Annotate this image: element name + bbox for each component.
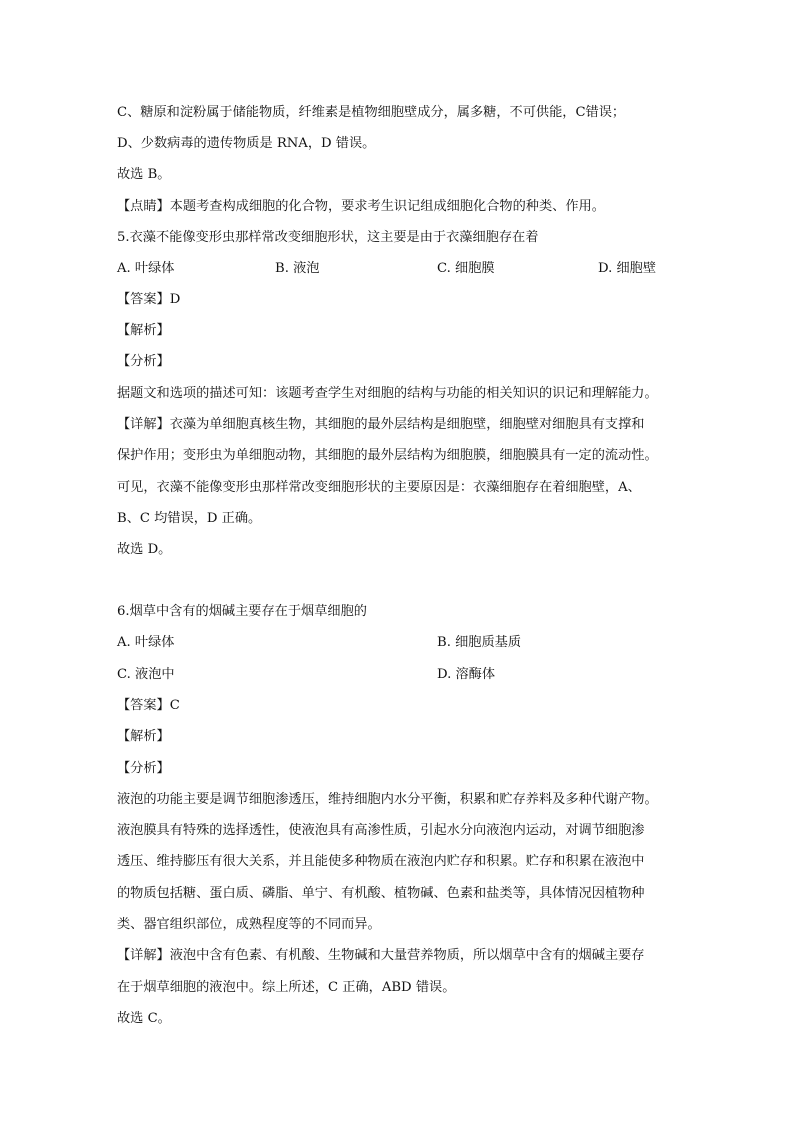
q6-jiexi-heading: 【解析】 [117,729,170,744]
option-c-explanation: C、糖原和淀粉属于储能物质，纤维素是植物细胞壁成分，属多糖，不可供能，C错误； [117,105,626,120]
q5-choose: 故选 D。 [117,542,172,557]
q5-answer: 【答案】D [117,292,181,307]
q5-option-c: C. 细胞膜 [437,261,495,276]
q6-choose: 故选 C。 [117,1011,171,1026]
q5-detail-line: 【详解】衣藻为单细胞真核生物，其细胞的最外层结构是细胞壁，细胞壁对细胞具有支撑和 [117,417,645,432]
q5-option-a: A. 叶绿体 [117,261,175,276]
q6-option-b: B. 细胞质基质 [437,635,522,650]
key-point-comment: 【点睛】本题考查构成细胞的化合物，要求考生识记组成细胞化合物的种类、作用。 [117,199,605,214]
question-5-stem: 5.衣藻不能像变形虫那样常改变细胞形状，这主要是由于衣藻细胞存在着 [117,230,539,245]
question-6-stem: 6.烟草中含有的烟碱主要存在于烟草细胞的 [117,604,367,619]
q6-fenxi-heading: 【分析】 [117,761,170,776]
q6-analysis-line: 液泡膜具有特殊的选择透性，使液泡具有高渗性质，引起水分向液泡内运动，对调节细胞渗 [117,823,645,838]
q6-analysis-line: 类、器官组织部位，成熟程度等的不同而异。 [117,917,381,932]
q5-detail-line: B、C 均错误，D 正确。 [117,511,262,526]
q5-detail-line: 可见，衣藻不能像变形虫那样常改变细胞形状的主要原因是：衣藻细胞存在着细胞壁，A、 [117,480,641,495]
q5-analysis: 据题文和选项的描述可知：该题考查学生对细胞的结构与功能的相关知识的识记和理解能力。 [117,386,658,401]
q6-analysis-line: 的物质包括糖、蛋白质、磷脂、单宁、有机酸、植物碱、色素和盐类等，具体情况因植物种 [117,886,645,901]
q6-analysis-line: 液泡的功能主要是调节细胞渗透压，维持细胞内水分平衡，积累和贮存养料及多种代谢产物。 [117,792,658,807]
q6-option-a: A. 叶绿体 [117,635,175,650]
q6-answer: 【答案】C [117,698,180,713]
q6-detail-line: 在于烟草细胞的液泡中。综上所述，C 正确，ABD 错误。 [117,980,456,995]
q6-detail-line: 【详解】液泡中含有色素、有机酸、生物碱和大量营养物质，所以烟草中含有的烟碱主要存 [117,948,645,963]
q6-analysis-line: 透压、维持膨压有很大关系，并且能使多种物质在液泡内贮存和积累。贮存和积累在液泡中 [117,854,645,869]
q5-option-d: D. 细胞壁 [598,261,657,276]
q5-detail-line: 保护作用；变形虫为单细胞动物，其细胞的最外层结构为细胞膜，细胞膜具有一定的流动性。 [117,448,658,463]
q5-jiexi-heading: 【解析】 [117,323,170,338]
q5-fenxi-heading: 【分析】 [117,354,170,369]
q5-option-b: B. 液泡 [275,261,320,276]
choose-answer: 故选 B。 [117,167,171,182]
option-d-explanation: D、少数病毒的遗传物质是 RNA，D 错误。 [117,136,376,151]
q6-option-c: C. 液泡中 [117,667,175,682]
q6-option-d: D. 溶酶体 [437,667,496,682]
